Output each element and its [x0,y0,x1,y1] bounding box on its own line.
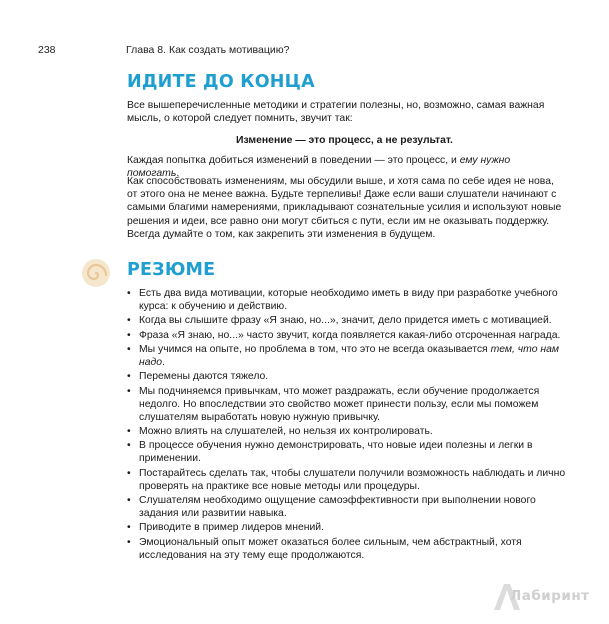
process-text-start: Каждая попытка добиться изменений в поведении — это процесс, и [127,155,460,166]
list-item [127,536,567,562]
bullet: • [127,288,131,299]
bullet: • [127,329,131,341]
process-text-emphasis: ему нужно помогать [127,155,511,180]
section-title-summary: РЕЗЮМЕ [127,260,216,280]
key-statement [127,134,562,147]
list-item-text: Постарайтесь сделать так, чтобы слушатели получили возможность наблюдать и лично проверять на практике все новые методы или процедуры. [139,467,566,492]
section-title-finish: ИДИТЕ ДО КОНЦА [127,72,315,92]
list-item-emphasis: тем, что нам надо [139,343,559,369]
bullet: • [127,385,131,397]
list-item-text: Есть два вида мотивации, которые необходимо иметь в виду при разработке учебного курса: к обучению и действию. [139,288,558,313]
list-item [127,494,567,520]
list-item [127,425,567,438]
spiral-icon [81,258,111,288]
bullet: • [127,315,131,327]
running-header [38,44,289,56]
bullet: • [127,495,131,507]
key-statement-text: Изменение — это процесс, а не результат. [236,135,453,146]
bullet: • [127,467,131,479]
bullet: • [127,343,131,355]
page-number: 238 [38,44,56,56]
intro-text: Все вышеперечисленные методики и стратегии полезны, но, возможно, самая важная мысль, о которой следует помнить, звучит так: [127,100,545,125]
watermark-text: Лабиринт [510,588,590,604]
intro-paragraph [127,99,562,125]
bullet: • [127,522,131,534]
list-item-text: Когда вы слышите фразу «Я знаю, но...», значит, дело придется иметь с мотивацией. [139,315,552,327]
list-item [127,467,567,493]
list-item-text: В процессе обучения нужно демонстрировать, что новые идеи полезны и легки в применении. [139,440,533,465]
list-item [127,370,567,383]
list-item [127,329,567,342]
list-item [127,343,567,369]
process-text-end: . [176,168,180,180]
list-item-text: Слушателям необходимо ощущение самоэффективности при выполнении нового задания или развитии навыка. [139,495,536,520]
list-item-text: Приводите в пример лидеров мнений. [139,522,324,534]
list-item-text: Мы подчиняемся привычкам, что может раздражать, если обучение продолжается недолго. Но впоследствии это свойство может принести пользу, если мы поможем слушателям выработать новую нужную привычку. [139,385,540,423]
list-item [127,287,567,313]
bullet: • [127,426,131,438]
bullet: • [127,371,131,383]
list-item [127,439,567,465]
bullet: • [127,440,131,452]
list-item-text: Фраза «Я знаю, но...» часто звучит, когда появляется какая-либо отсроченная награда. [139,329,561,341]
list-item [127,521,567,534]
support-text: Как способствовать изменениям, мы обсудили выше, и хотя сама по себе идея не нова, от этого она не менее важна. Будьте терпеливы! Даже если ваши слушатели начинают с самыми благими намерениями, прикладывают сознательные усилия и используют новые решения и идеи, все равно они могут сбиться с пути, если им не оказывать поддержку. Всегда думайте о том, как закрепить эти изменения в будущем. [127,176,562,240]
support-paragraph [127,175,562,241]
list-item-text: Можно влиять на слушателей, но нельзя их контролировать. [139,426,433,438]
list-item-text: Эмоциональный опыт может оказаться более сильным, чем абстрактный, хотя исследования на эту тему еще продолжаются. [139,536,522,561]
bullet: • [127,536,131,548]
chapter-title: Глава 8. Как создать мотивацию? [126,44,290,56]
list-item-text: Мы учимся на опыте, но проблема в том, что это не всегда оказывается [139,343,491,355]
list-item [127,314,567,327]
summary-list [127,287,567,563]
list-item-end: . [162,357,165,369]
list-item-text: Перемены даются тяжело. [139,371,269,383]
list-item [127,385,567,424]
